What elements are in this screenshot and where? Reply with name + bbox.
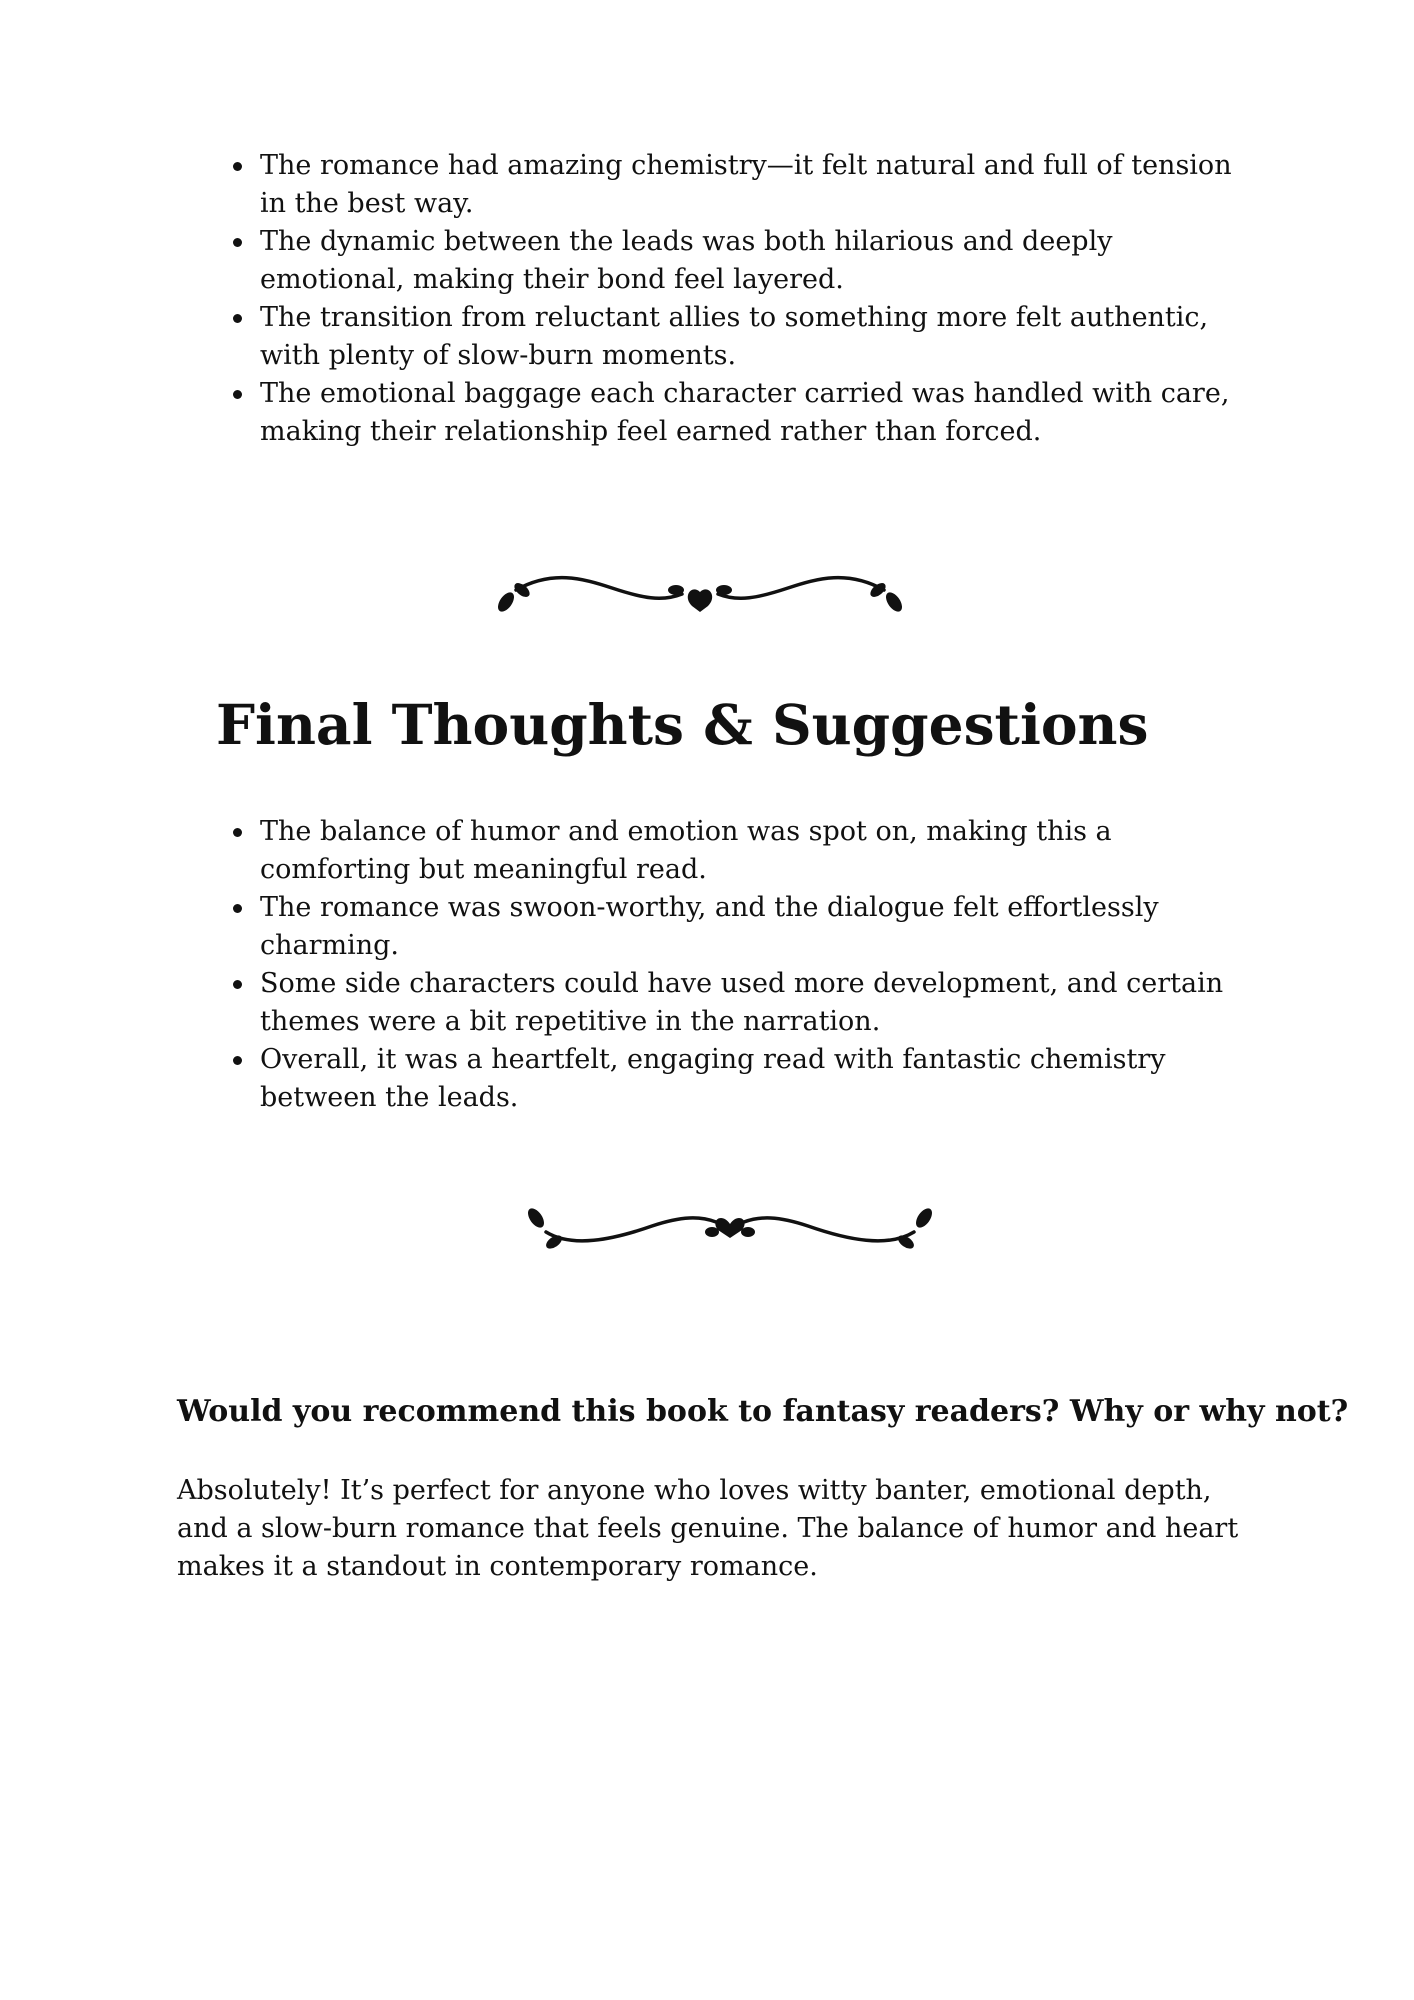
floral-divider-icon [522,1198,938,1254]
list-item: The emotional baggage each character carried was handled with care, making their relationship feel earned rather than forced. [260,375,1260,451]
list-item: The romance had amazing chemistry—it felt natural and full of tension in the best way. [260,147,1260,223]
list-item: The transition from reluctant allies to something more felt authentic, with plenty of slow-burn moments. [260,299,1260,375]
final-thoughts-bullet-list [216,813,1240,1117]
floral-divider-icon [492,560,908,616]
list-item: Some side characters could have used more development, and certain themes were a bit repetitive in the narration. [260,965,1240,1041]
section-title: Final Thoughts & Suggestions [216,692,1149,757]
list-item: The balance of humor and emotion was spot on, making this a comforting but meaningful read. [260,813,1240,889]
list-item: The dynamic between the leads was both hilarious and deeply emotional, making their bond feel layered. [260,223,1260,299]
recommendation-question: Would you recommend this book to fantasy readers? Why or why not? [177,1394,1349,1429]
list-item: Overall, it was a heartfelt, engaging read with fantastic chemistry between the leads. [260,1041,1240,1117]
list-item: The romance was swoon-worthy, and the dialogue felt effortlessly charming. [260,889,1240,965]
romance-bullet-list [216,147,1260,451]
recommendation-answer: Absolutely! It’s perfect for anyone who loves witty banter, emotional depth, and a slow-burn romance that feels genuine. The balance of humor and heart makes it a standout in contemporary romance. [177,1475,1239,1582]
